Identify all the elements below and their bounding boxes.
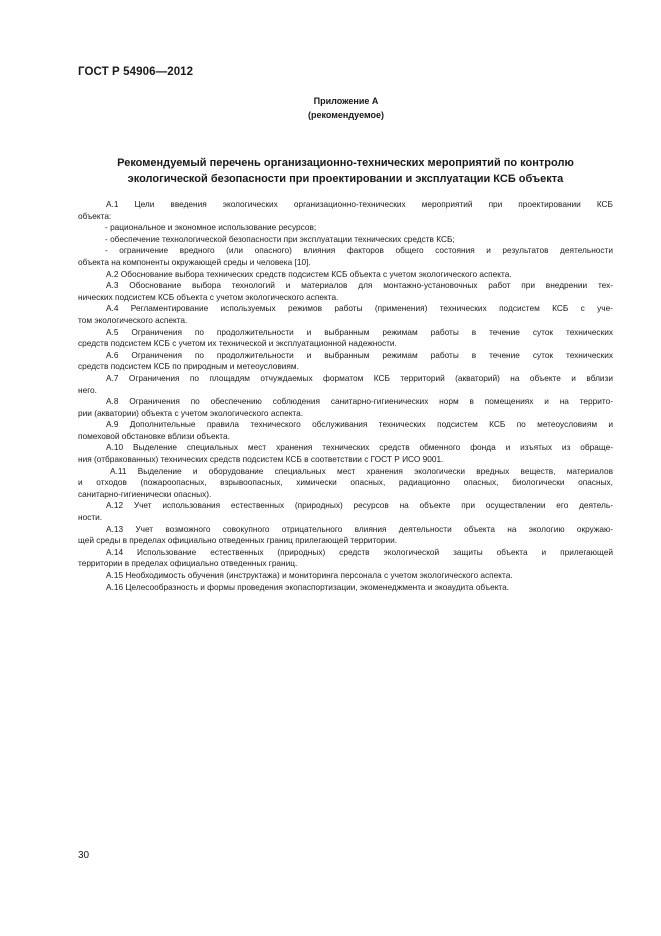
paragraph-a8-line: рии (акватории) объекта с учетом экологического аспекта. (78, 407, 304, 418)
document-code: ГОСТ Р 54906—2012 (78, 66, 194, 78)
paragraph-a13-line: А.13 Учет возможного совокупного отрицательного влияния деятельности объекта на экологию окружаю- (106, 523, 613, 534)
measures-list (78, 199, 613, 593)
bullet-item: - рациональное и экономное использование ресурсов; (105, 222, 317, 233)
section-title (78, 155, 613, 187)
paragraph-a4-line: А.4 Регламентирование используемых режимов работы (применения) технических подсистем КСБ с уче- (106, 303, 613, 314)
paragraph-a1-line: А.1 Цели введения экологических организационно-технических мероприятий при проектировании КСБ (106, 199, 613, 209)
page-number: 30 (78, 850, 90, 861)
paragraph-a9-line: А.9 Дополнительные правила технического обслуживания технических подсистем КСБ по метеоусловиям и (106, 419, 613, 430)
paragraph-a12-line: ности. (78, 512, 103, 523)
paragraph-a9-line: помеховой обстановке вблизи объекта. (78, 430, 230, 441)
paragraph-a1-line: объекта: (78, 210, 112, 221)
bullet-item: - ограничение вредного (или опасного) влияния факторов общего состояния и результатов деятельности (105, 245, 613, 256)
paragraph-a4-line: том экологического аспекта. (78, 314, 188, 325)
paragraph-a7-line: него. (78, 384, 97, 395)
paragraph-a14-line: территории в пределах официально отведенных границ. (78, 558, 298, 569)
section-title-line: экологической безопасности при проектировании и эксплуатации КСБ объекта (127, 173, 564, 185)
paragraph-a7-line: А.7 Ограничения по площадям отчуждаемых форматом КСБ территорий (акваторий) на объекте и вблизи (106, 372, 613, 383)
paragraph-a6-line: А.6 Ограничения по продолжительности и выбранным режимам работы в течение суток технических (106, 349, 613, 360)
paragraph-a5-line: А.5 Ограничения по продолжительности и выбранным режимам работы в течение суток технических (106, 326, 613, 337)
paragraph-a11-line: и отходов (пожароопасных, взрывоопасных, химически опасных, радиационно опасных, биологически опасных, (78, 477, 613, 488)
bullet-item: - обеспечение технологической безопасности при эксплуатации технических средств КСБ; (105, 233, 455, 244)
paragraph-a2: А.2 Обоснование выбора технических средств подсистем КСБ объекта с учетом экологического аспекта. (106, 268, 512, 279)
paragraph-a15: А.15 Необходимость обучения (инструктажа) и мониторинга персонала с учетом экологического аспекта. (106, 570, 513, 580)
paragraph-a8-line: А.8 Ограничения по обеспечению соблюдения санитарно-гигиенических норм в помещениях и на террито- (106, 396, 613, 407)
appendix-title: Приложение А (313, 96, 379, 106)
paragraph-a11-line: санитарно-гигиенически опасных). (78, 488, 212, 499)
paragraph-a12-line: А.12 Учет использования естественных (природных) ресурсов на объекте при осуществлении его деятель- (106, 500, 613, 511)
paragraph-a10-line: А.10 Выделение специальных мест хранения технических средств обменного фонда и изъятых из обраще- (106, 442, 613, 453)
section-title-line: Рекомендуемый перечень организационно-технических мероприятий по контролю (117, 157, 574, 169)
bullet-item-continuation: объекта на компоненты окружающей среды и человека [10]. (78, 256, 311, 267)
paragraph-a14-line: А.14 Использование естественных (природных) средств экологической защиты объекта и прилегающей (106, 546, 613, 557)
paragraph-a3-line: нических подсистем КСБ объекта с учетом экологического аспекта. (78, 291, 339, 302)
paragraph-a16: А.16 Целесообразность и формы проведения экопаспортизации, экоменеджмента и экоаудита объекта. (106, 581, 510, 592)
paragraph-a10-line: ния (отбракованных) технических средств подсистем КСБ в соответствии с ГОСТ Р ИСО 9001. (78, 454, 444, 465)
paragraph-a5-line: средств подсистем КСБ с учетом их технической и эксплуатационной надежности. (78, 338, 397, 349)
paragraph-a11-line: А.11 Выделение и оборудование специальных мест хранения экологически вредных веществ, материалов (110, 465, 613, 476)
paragraph-a13-line: щей среды в пределах официально отведенных границ прилегающей территории. (78, 535, 398, 546)
paragraph-a6-line: средств подсистем КСБ по природным и метеоусловиям. (78, 361, 299, 372)
paragraph-a3-line: А.3 Обоснование выбора технологий и материалов для монтажно-установочных работ при внедрении тех- (106, 280, 613, 291)
appendix-subtitle: (рекомендуемое) (308, 110, 384, 120)
